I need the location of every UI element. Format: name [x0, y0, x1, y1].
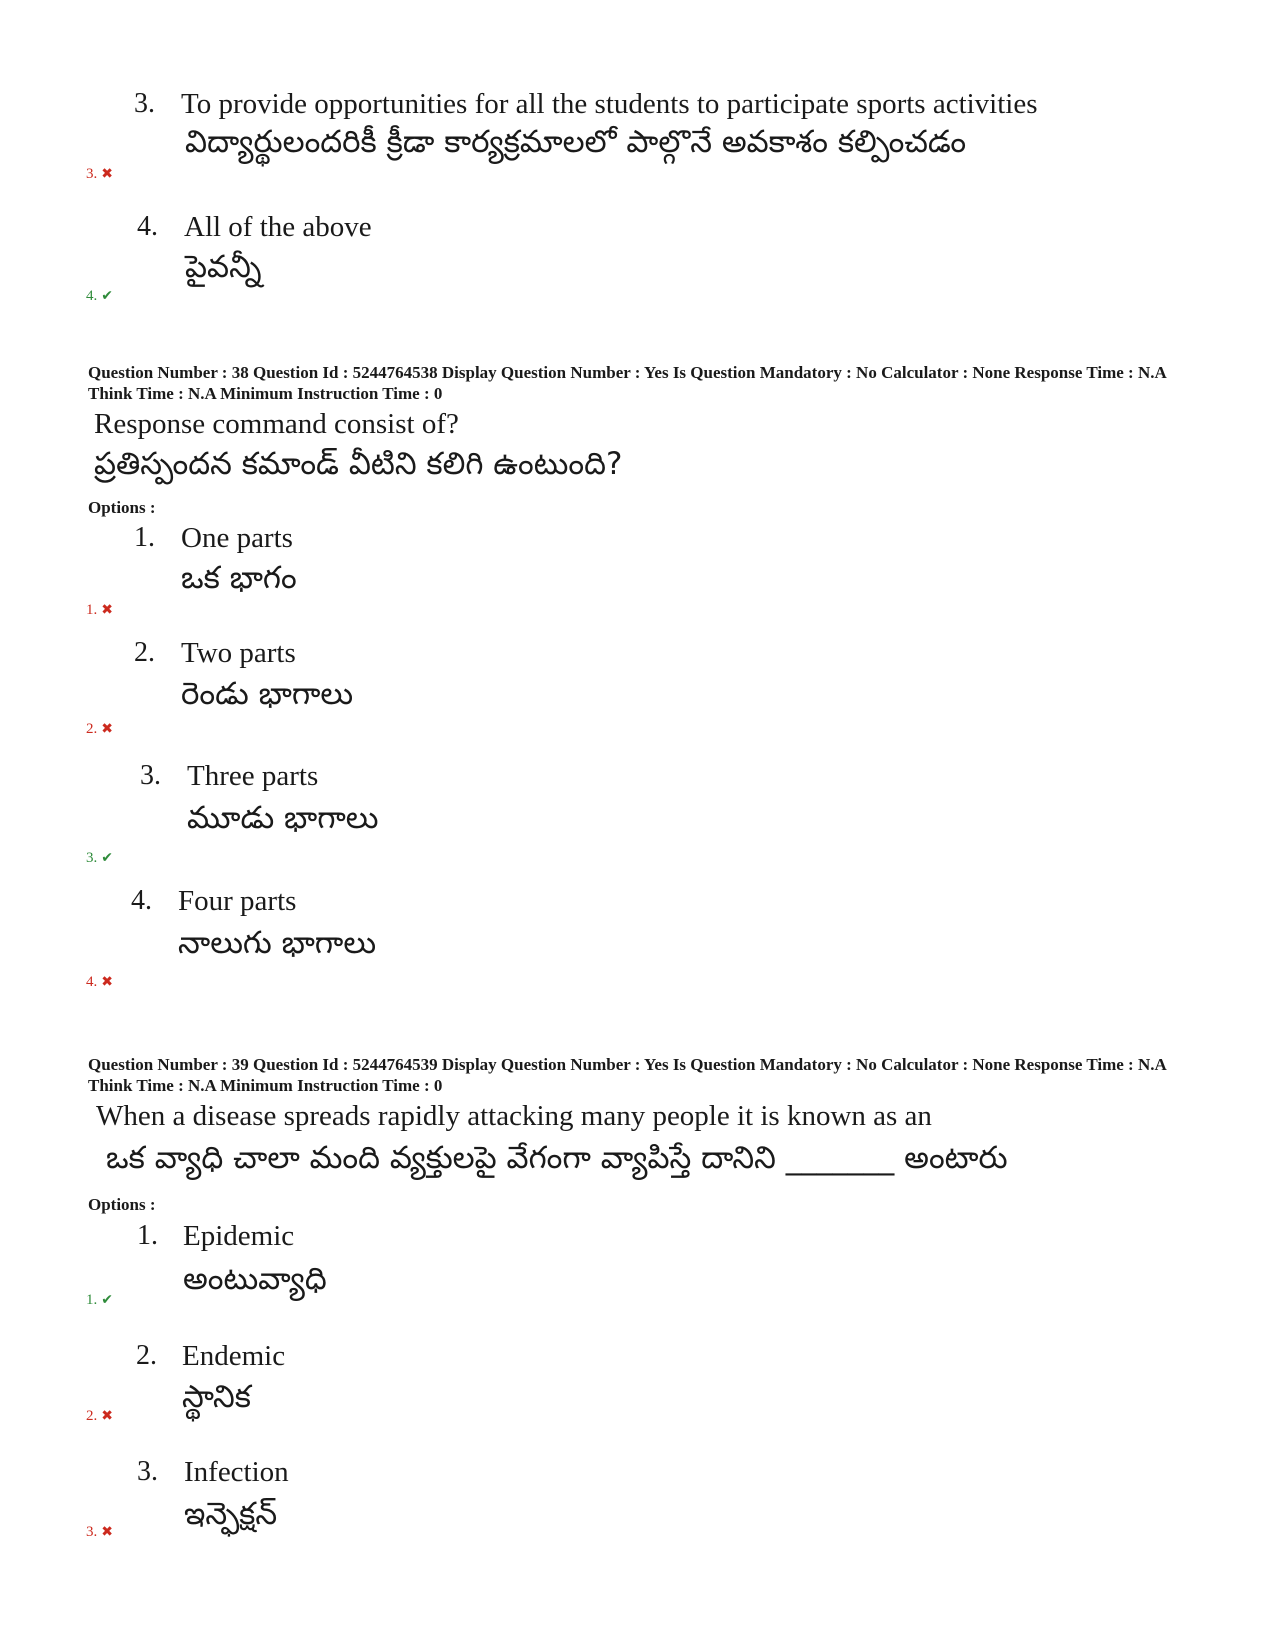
option-text-en: Three parts [187, 760, 319, 792]
option-text-te: ఇన్ఫెక్షన్ [184, 1496, 278, 1532]
option-number: 3. [140, 760, 161, 791]
cross-icon: ✖ [101, 1408, 113, 1424]
check-icon: ✔ [101, 288, 113, 304]
option-text-te: నాలుగు భాగాలు [178, 925, 377, 961]
option-text-te: స్థానిక [182, 1379, 251, 1415]
option-text-en: Infection [184, 1456, 289, 1488]
option-text-te: అంటువ్యాధి [183, 1261, 327, 1297]
cross-icon: ✖ [101, 974, 113, 990]
option-text-te: మూడు భాగాలు [187, 800, 379, 836]
option-text-en: All of the above [184, 211, 372, 243]
option-text-en: To provide opportunities for all the students to participate sports activities [181, 88, 1038, 120]
options-label: Options : [88, 1195, 156, 1214]
question-meta: Question Number : 38 Question Id : 5244764538 Display Question Number : Yes Is Question Mandatory : No Calculator : None Response Time : N.A Think Time : N.A Minimum Instruction Time : 0 [88, 363, 1166, 403]
answer-mark: 2. ✖ [86, 1408, 113, 1424]
question-meta: Question Number : 39 Question Id : 5244764539 Display Question Number : Yes Is Question Mandatory : No Calculator : None Response Time : N.A Think Time : N.A Minimum Instruction Time : 0 [88, 1055, 1166, 1095]
answer-mark: 1. ✔ [86, 1292, 113, 1308]
answer-mark: 3. ✔ [86, 850, 113, 866]
option-text-te: ఒక భాగం [181, 560, 297, 596]
option-text-en: One parts [181, 522, 293, 554]
question-text-te: ప్రతిస్పందన కమాండ్ వీటిని కలిగి ఉంటుంది? [94, 446, 623, 482]
option-text-en: Two parts [181, 637, 296, 669]
question-text-en: Response command consist of? [94, 408, 459, 440]
cross-icon: ✖ [101, 602, 113, 618]
cross-icon: ✖ [101, 1524, 113, 1540]
question-text-en: When a disease spreads rapidly attacking many people it is known as an [96, 1100, 932, 1132]
check-icon: ✔ [101, 850, 113, 866]
option-text-en: Four parts [178, 885, 297, 917]
option-text-te: పైవన్నీ [185, 249, 262, 285]
answer-mark: 2. ✖ [86, 721, 113, 737]
option-number: 3. [134, 88, 155, 119]
answer-mark: 3. ✖ [86, 166, 113, 182]
option-text-te: రెండు భాగాలు [181, 676, 354, 712]
option-number: 3. [137, 1456, 158, 1487]
option-number: 2. [134, 637, 155, 668]
option-text-en: Epidemic [183, 1220, 295, 1252]
answer-mark: 4. ✔ [86, 288, 113, 304]
cross-icon: ✖ [101, 166, 113, 182]
check-icon: ✔ [101, 1292, 113, 1308]
option-number: 4. [137, 211, 158, 242]
cross-icon: ✖ [101, 721, 113, 737]
answer-mark: 4. ✖ [86, 974, 113, 990]
option-number: 1. [134, 522, 155, 553]
question-text-te: ఒక వ్యాధి చాలా మంది వ్యక్తులపై వేగంగా వ్యాపిస్తే దానిని _______ అంటారు [106, 1140, 1008, 1176]
option-number: 2. [136, 1340, 157, 1371]
answer-mark: 3. ✖ [86, 1524, 113, 1540]
option-number: 1. [137, 1220, 158, 1251]
option-number: 4. [131, 885, 152, 916]
options-label: Options : [88, 498, 156, 517]
option-text-te: విద్యార్థులందరికీ క్రీడా కార్యక్రమాలలో పాల్గొనే అవకాశం కల్పించడం [185, 124, 967, 160]
option-text-en: Endemic [182, 1340, 286, 1372]
answer-mark: 1. ✖ [86, 602, 113, 618]
